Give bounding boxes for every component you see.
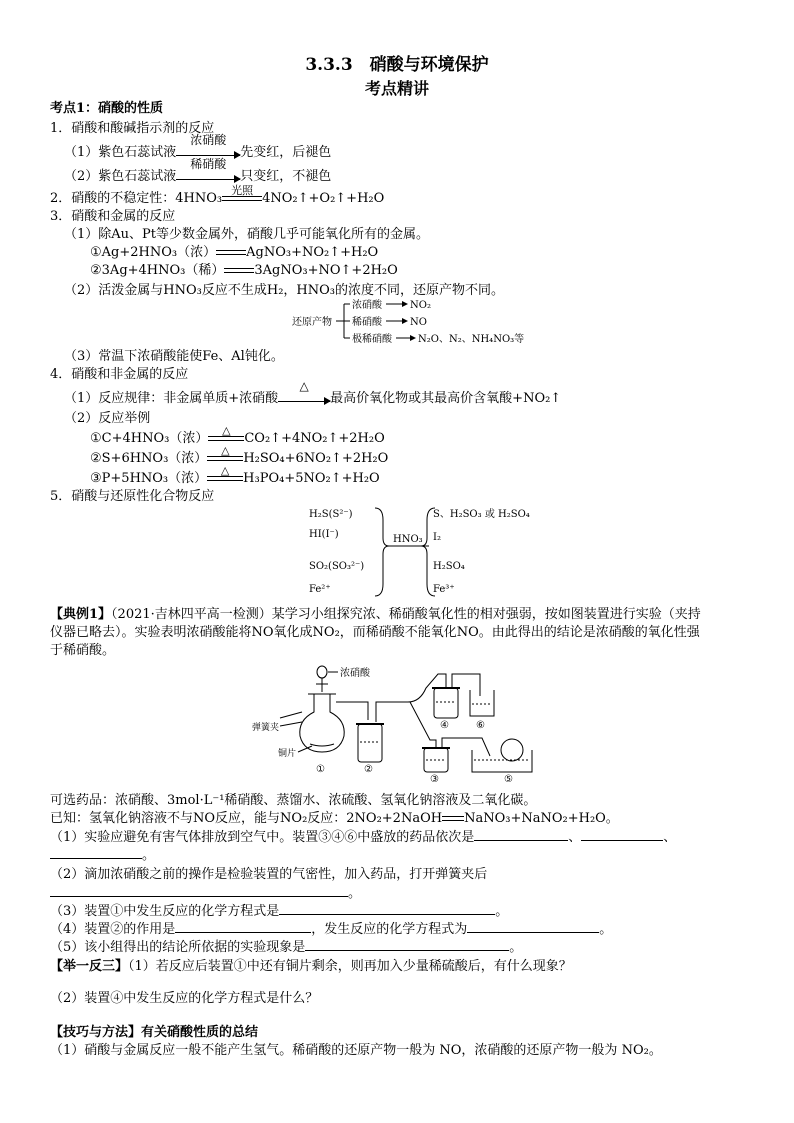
arrow-concentrated: 浓硝酸 — [176, 144, 240, 162]
item-4b2: ②S+6HNO₃（浓） △ H₂SO₄+6NO₂↑+2H₂O — [90, 443, 389, 466]
follow-up-1: 【举一反三】（1）若反应后装置①中还有铜片剩余，则再加入少量稀硫酸后，有什么现象？ — [50, 959, 572, 974]
redox-center: HNO₃ — [393, 534, 423, 545]
example-line-2: 仪器已略去）。实验表明浓硝酸能将NO氧化成NO₂，而稀硝酸不能氧化NO。由此得出的结论是浓硝酸的氧化性强 — [50, 625, 700, 640]
question-2-cont: 。 — [50, 884, 361, 903]
question-1: （1）实验应避免有害气体排放到空气中。装置③④⑥中盛放的药品依次是 、 、 — [50, 830, 677, 845]
diagram-row-product-1: NO₂ — [410, 300, 431, 311]
section-heading: 考点1：硝酸的性质 — [50, 101, 164, 116]
tips-heading: 【技巧与方法】有关硝酸性质的总结 — [50, 1025, 259, 1040]
label-acid: 浓硝酸 — [340, 668, 370, 679]
diagram-row-product-3: N₂O、N₂、NH₄NO₃等 — [418, 334, 525, 345]
beaker-6-icon — [470, 690, 494, 716]
reduction-products-diagram — [290, 296, 550, 348]
item-4b3: ③P+5HNO₃（浓） △ H₃PO₄+5NO₂↑+H₂O — [90, 463, 380, 486]
flask-1-icon — [300, 694, 344, 752]
redox-right-1: S、H₂SO₃ 或 H₂SO₄ — [433, 509, 530, 520]
redox-left-4: Fe²⁺ — [309, 584, 331, 595]
bottle-4-icon — [432, 688, 460, 718]
item-1a: （1）紫色石蕊试液 浓硝酸 先变红，后褪色 — [64, 133, 332, 160]
known-line: 已知：氢氧化钠溶液不与NO反应，能与NO₂反应：2NO₂+2NaOH NaNO₃+NaNO₂+H₂O。 — [50, 811, 619, 826]
reagents-line: 可选药品：浓硝酸、3mol·L⁻¹稀硝酸、蒸馏水、浓硫酸、氢氧化钠溶液及二氧化碳。 — [50, 793, 537, 808]
item-2: 2．硝酸的不稳定性：4HNO₃ 光照 4NO₂↑+O₂↑+H₂O — [50, 183, 385, 206]
answer-blank-3[interactable] — [50, 846, 142, 859]
label-n3: ③ — [430, 774, 439, 782]
answer-blank-4[interactable] — [50, 884, 348, 897]
tips-line-1: （1）硝酸与金属反应一般不能产生氢气。稀硝酸的还原产物一般为 NO，浓硝酸的还原产物一般为 NO₂。 — [50, 1043, 662, 1058]
label-n4: ④ — [440, 720, 449, 731]
question-2: （2）滴加浓硝酸之前的操作是检验装置的气密性，加入药品，打开弹簧夹后 — [50, 867, 488, 882]
example-line-3: 于稀硝酸。 — [50, 643, 116, 658]
bottle-3-icon — [422, 748, 450, 772]
label-clamp: 弹簧夹 — [252, 723, 280, 733]
redox-compounds-diagram — [305, 502, 575, 598]
bottle-2-icon — [356, 724, 384, 762]
arrow-dilute: 稀硝酸 — [176, 168, 240, 186]
arrow-heat: △ — [278, 390, 330, 408]
question-3: （3）装置①中发生反应的化学方程式是 。 — [50, 904, 509, 919]
item-3c: （3）常温下浓硝酸能使Fe、Al钝化。 — [64, 349, 284, 364]
redox-right-2: I₂ — [433, 532, 441, 543]
diagram-row-product-2: NO — [410, 317, 427, 328]
label-n1: ① — [316, 764, 325, 775]
label-copper: 铜片 — [278, 749, 297, 759]
example-line-1: 【典例1】（2021·吉林四平高一检测）某学习小组探究浓、稀硝酸氧化性的相对强弱，按如图装置进行实验（夹持 — [50, 607, 701, 622]
redox-left-2: HI(I⁻) — [309, 529, 339, 540]
item-4a: （1）反应规律：非金属单质+浓硝酸 △ 最高价氧化物或其最高价含氧酸+NO₂↑ — [64, 379, 562, 406]
diagram-row-label-2: 稀硝酸 — [352, 317, 382, 328]
follow-up-2: （2）装置④中发生反应的化学方程式是什么？ — [50, 991, 319, 1006]
redox-right-4: Fe³⁺ — [433, 584, 455, 595]
label-n6: ⑥ — [476, 720, 485, 731]
item-3a: （1）除Au、Pt等少数金属外，硝酸几乎可能氧化所有的金属。 — [64, 227, 430, 242]
item-4b1: ①C+4HNO₃（浓） △ CO₂↑+4NO₂↑+2H₂O — [90, 423, 385, 446]
label-n5: ⑤ — [504, 774, 513, 782]
answer-blank-5[interactable] — [279, 902, 495, 915]
redox-left-1: H₂S(S²⁻) — [309, 509, 353, 520]
diagram-root-label: 还原产物 — [292, 317, 332, 328]
answer-blank-6[interactable] — [175, 920, 311, 933]
apparatus-figure — [250, 660, 540, 782]
condition-light: 光照 — [222, 194, 262, 204]
trough-5-icon — [472, 739, 532, 772]
label-n2: ② — [364, 764, 373, 775]
answer-blank-2[interactable] — [581, 828, 663, 841]
page-title: 3.3.3 硝酸与环境保护 — [305, 55, 489, 75]
question-5: （5）该小组得出的结论所依据的实验现象是 。 — [50, 940, 523, 955]
answer-blank-1[interactable] — [474, 828, 568, 841]
item-5: 5．硝酸与还原性化合物反应 — [50, 489, 215, 504]
diagram-row-label-1: 浓硝酸 — [352, 300, 382, 311]
item-1b: （2）紫色石蕊试液 稀硝酸 只变红，不褪色 — [64, 157, 332, 184]
diagram-row-label-3: 极稀硝酸 — [352, 334, 392, 345]
answer-blank-7[interactable] — [467, 920, 599, 933]
page-subtitle: 考点精讲 — [364, 79, 429, 98]
funnel-icon — [316, 666, 328, 692]
answer-blank-8[interactable] — [305, 938, 509, 951]
item-1: 1．硝酸和酸碱指示剂的反应 — [50, 121, 215, 136]
redox-right-3: H₂SO₄ — [433, 561, 465, 572]
item-3a2: ②3Ag+4HNO₃（稀） 3AgNO₃+NO↑+2H₂O — [90, 263, 398, 278]
item-4b: （2）反应举例 — [64, 411, 151, 426]
item-3: 3．硝酸和金属的反应 — [50, 209, 176, 224]
item-4: 4．硝酸和非金属的反应 — [50, 367, 189, 382]
item-3b: （2）活泼金属与HNO₃反应不生成H₂，HNO₃的浓度不同，还原产物不同。 — [64, 283, 504, 298]
question-1-cont: 。 — [50, 846, 155, 865]
question-4: （4）装置②的作用是 ，发生反应的化学方程式为 。 — [50, 922, 613, 937]
redox-left-3: SO₂(SO₃²⁻) — [309, 561, 365, 572]
item-3a1: ①Ag+2HNO₃（浓） AgNO₃+NO₂↑+H₂O — [90, 245, 379, 260]
